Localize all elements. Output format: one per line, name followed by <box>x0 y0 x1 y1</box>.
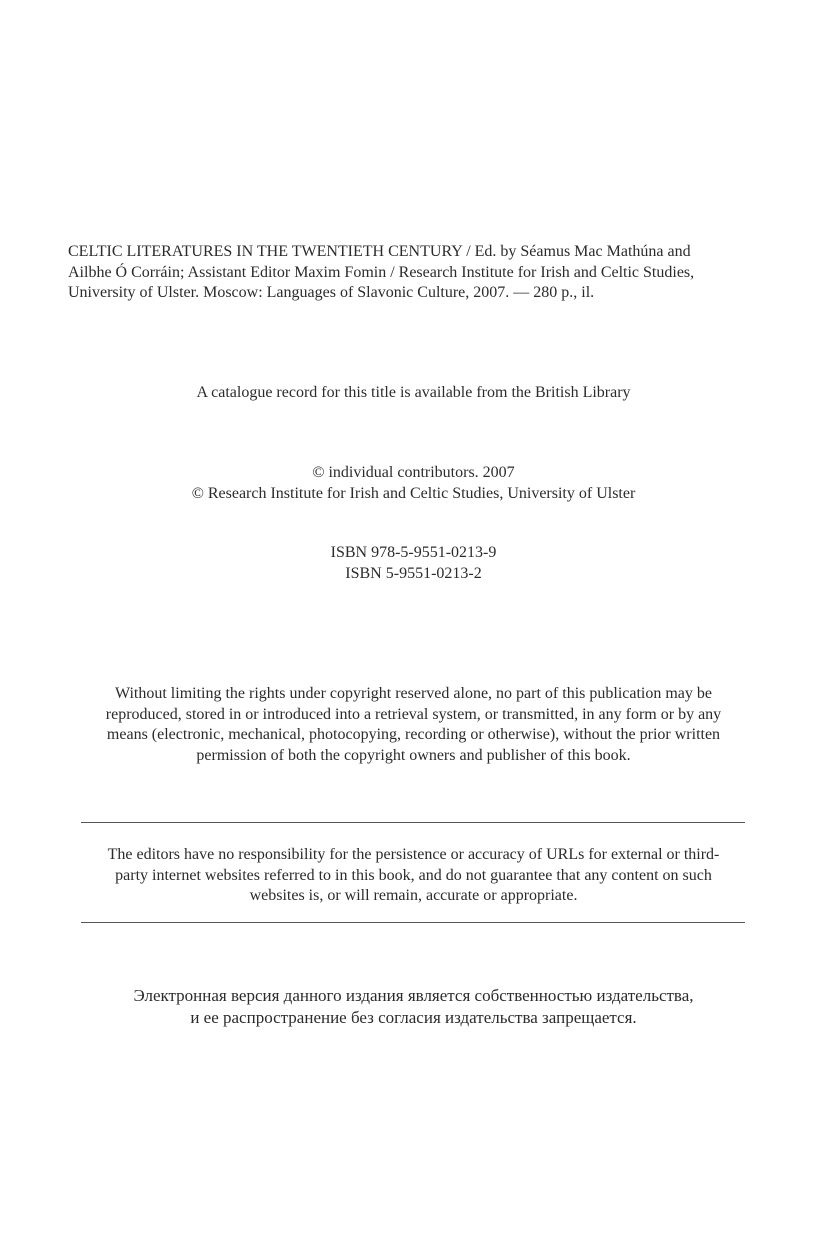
russian-notice-line: Электронная версия данного издания является собственностью издательства, <box>133 986 694 1005</box>
rights-notice <box>0 684 827 766</box>
rights-notice-line: Without limiting the rights under copyright reserved alone, no part of this publication may be <box>115 685 712 702</box>
isbn-block <box>0 543 827 584</box>
divider-bottom <box>81 922 745 923</box>
catalogue-note <box>0 383 827 403</box>
divider-top <box>81 822 745 823</box>
isbn-13: ISBN 978-5-9551-0213-9 <box>330 544 497 561</box>
bibliographic-line: University of Ulster. Moscow: Languages of Slavonic Culture, 2007. — 280 p., il. <box>68 284 595 301</box>
copyright-contributors: © individual contributors. 2007 <box>312 464 515 481</box>
rights-notice-line: permission of both the copyright owners and publisher of this book. <box>196 746 631 764</box>
russian-notice-line: и ее распространение без согласия издательства запрещается. <box>190 1008 637 1027</box>
url-disclaimer-line: websites is, or will remain, accurate or appropriate. <box>249 887 578 904</box>
rights-notice-line: means (electronic, mechanical, photocopying, recording or otherwise), without the prior written <box>106 726 721 743</box>
isbn-10: ISBN 5-9551-0213-2 <box>345 564 482 582</box>
bibliographic-line: Ailbhe Ó Corráin; Assistant Editor Maxim Fomin / Research Institute for Irish and Celtic Studies, <box>68 263 695 281</box>
url-disclaimer-line: party internet websites referred to in this book, and do not guarantee that any content on such <box>115 866 712 884</box>
url-disclaimer-line: The editors have no responsibility for the persistence or accuracy of URLs for external or third- <box>107 846 720 863</box>
rights-notice-line: reproduced, stored in or introduced into a retrieval system, or transmitted, in any form or by any <box>105 705 722 723</box>
catalogue-note-text: A catalogue record for this title is available from the British Library <box>196 384 631 401</box>
bibliographic-line: CELTIC LITERATURES IN THE TWENTIETH CENTURY / Ed. by Séamus Mac Mathúna and <box>68 243 691 260</box>
copyright-institute: © Research Institute for Irish and Celtic Studies, University of Ulster <box>191 484 636 502</box>
url-disclaimer <box>0 845 827 907</box>
bibliographic-entry <box>68 242 768 304</box>
russian-notice <box>0 985 827 1029</box>
copyright-statement <box>0 463 827 504</box>
